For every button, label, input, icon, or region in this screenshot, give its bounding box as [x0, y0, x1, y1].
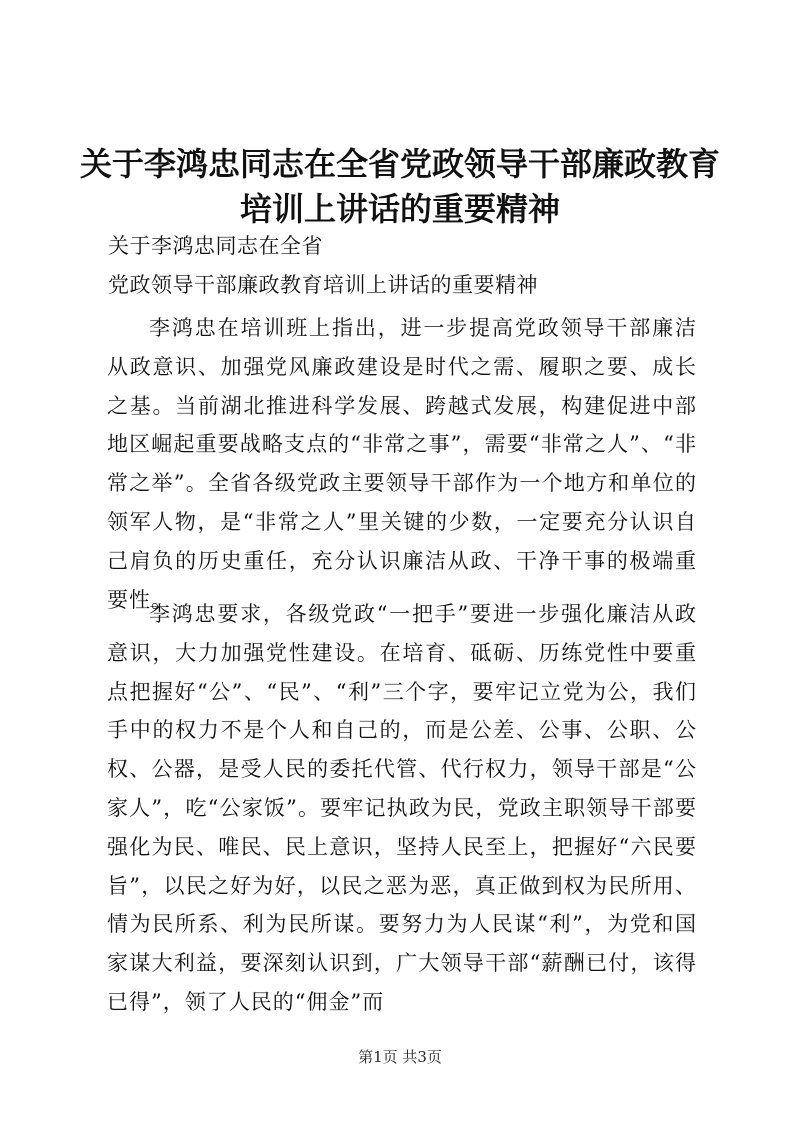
document-title — [60, 142, 740, 232]
subtitle-line-2: 党政领导干部廉政教育培训上讲话的重要精神 — [108, 273, 538, 297]
paragraph-1: 李鸿忠在培训班上指出，进一步提高党政领导干部廉洁从政意识、加强党风廉政建设是时代之需、履职之要、成长之基。当前湖北推进科学发展、跨越式发展，构建促进中部地区崛起重要战略支点的“非常之事”，需要“非常之人”、“非常之举”。全省各级党政主要领导干部作为一个地方和单位的领军人物，是“非常之人”里关键的少数，一定要充分认识自己肩负的历史重任，充分认识廉洁从政、干净干事的极端重要性。 — [107, 316, 697, 612]
paragraph-2-container — [107, 595, 697, 1022]
subtitle-line-1: 关于李鸿忠同志在全省 — [108, 234, 323, 258]
paragraph-2: 李鸿忠要求，各级党政“一把手”要进一步强化廉洁从政意识，大力加强党性建设。在培育、砥砺、历练党性中要重点把握好“公”、“民”、“利”三个字，要牢记立党为公，我们手中的权力不是个人和自己的，而是公差、公事、公职、公权、公器，是受人民的委托代管、代行权力，领导干部是“公家人”，吃“公家饭”。要牢记执政为民，党政主职领导干部要强化为民、唯民、民上意识，坚持人民至上，把握好“六民要旨”，以民之好为好，以民之恶为恶，真正做到权为民所用、情为民所系、利为民所谋。要努力为人民谋“利”，为党和国家谋大利益，要深刻认识到，广大领导干部“薪酬已付，该得已得”，领了人民的“佣金”而 — [107, 602, 697, 1014]
title-line-2: 培训上讲话的重要精神 — [239, 190, 560, 228]
title-line-1: 关于李鸿忠同志在全省党政领导干部廉政教育 — [79, 145, 720, 183]
paragraph-1-container — [107, 309, 697, 619]
page-indicator: 第1页 共3页 — [358, 1048, 442, 1066]
